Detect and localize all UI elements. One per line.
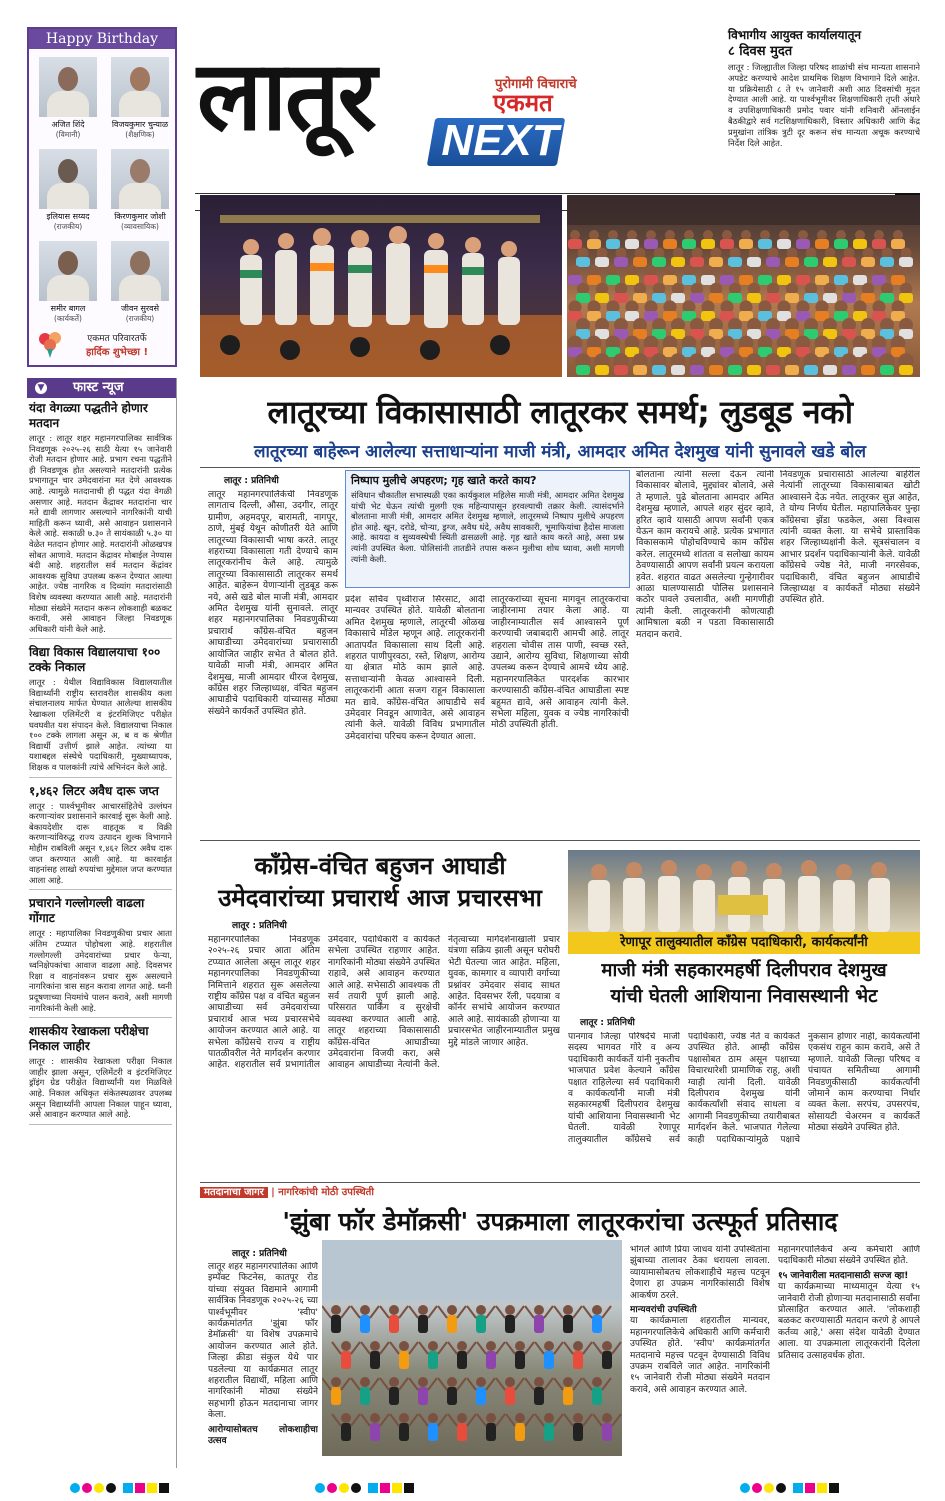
fast-news-item [29,1024,172,1125]
story2-text: महानगरपालिका निवडणूक २०२५-२६ प्रचार आता अंतिम टप्प्यात आलेला असून लातूर शहर महानगरपालिका निवडणुकीच्या निमित्ताने शहरात सुरू असलेल्या राष्ट्रीय काँग्रेस पक्ष व वंचित बहुजन आघाडीच्या सर्व उमेदवारांच्या प्रचारार्थ आज भव्य प्रचारसभेचे आयोजन करण्यात आले आहे. या सभेला काँग्रेसचे राज्य व राष्ट्रीय पातळीवरील नेते मार्गदर्शन करणार आहेत. शहरातील सर्व प्रभागांतील उमेदवार, पदाधिकारी व कार्यकर्ते सभेला उपस्थित राहणार आहेत. नागरिकांनी मोठ्या संख्येने उपस्थित राहावे, असे आवाहन करण्यात आले आहे. सभेसाठी आवश्यक ती सर्व तयारी पूर्ण झाली आहे. परिसरात पार्किंग व सुरक्षेची व्यवस्था करण्यात आली आहे. लातूर शहराच्या विकासासाठी काँग्रेस-वंचित आघाडीच्या उमेदवारांना विजयी करा, असे आवाहन आघाडीच्या नेत्यांनी केले. नेतृत्वाच्या मार्गदर्शनाखाली प्रचार यंत्रणा सक्रिय झाली असून घरोघरी भेटी घेतल्या जात आहेत. महिला, युवक, कामगार व व्यापारी वर्गाच्या प्रश्नांवर उमेदवार संवाद साधत आहेत. दिवसभर रॅली, पदयात्रा व कॉर्नर सभांचे आयोजन करण्यात आले आहे. सायंकाळी होणाऱ्या या प्रचारसभेत जाहीरनाम्यातील प्रमुख मुद्दे मांडले जाणार आहेत. [208,935,560,1071]
story3-text: पानगाव जिल्हा परिषदेचे माजी सदस्य भागवत गोरे व अन्य पदाधिकारी कार्यकर्ते यांनी नुकतीच भाजपात प्रवेश केल्याने काँग्रेस पक्षात राहिलेल्या सर्व पदाधिकारी व कार्यकर्त्यांनी माजी मंत्री सहकारमहर्षी दिलीपराव देशमुख यांची आशियाना निवासस्थानी भेट घेतली. यावेळी रेणापूर तालुक्यातील काँग्रेसचे सर्व पदाधिकारी, ज्येष्ठ नेते व कार्यकर्ते उपस्थित होते. आम्ही काँग्रेस पक्षासोबत ठाम असून पक्षाच्या विचारधारेशी प्रामाणिक राहू, अशी ग्वाही त्यांनी दिली. यावेळी दिलीपराव देशमुख यांनी कार्यकर्त्यांशी संवाद साधला व आगामी निवडणुकीच्या तयारीबाबत मार्गदर्शन केले. भाजपात गेलेल्या काही पदाधिकाऱ्यांमुळे पक्षाचे नुकसान होणार नाही, कार्यकर्त्यांनी एकसंध राहून काम करावे, असे ते म्हणाले. यावेळी जिल्हा परिषद व पंचायत समितीच्या आगामी निवडणुकीसाठी कार्यकर्त्यांनी जोमाने काम करण्याचा निर्धार व्यक्त केला. सरपंच, उपसरपंच, सोसायटी चेअरमन व कार्यकर्ते मोठ्या संख्येने उपस्थित होते. [568,1032,920,1145]
fast-news-list [27,398,176,1125]
story3-byline: लातूर : प्रतिनिधी [580,1018,635,1028]
birthday-person [107,57,173,145]
main-col-4: बोलताना त्यांनी सल्ला देऊन त्यांनी विकासावर बोलावे, मुद्द्यांवर बोलावे, असे ते म्हणाले. पुढे बोलताना आमदार अमित देशमुख म्हणाले, आपले शहर सुंदर व्हावे, हरित व्हावे यासाठी आपण सर्वांनी एकत्र येऊन काम करायचे आहे. प्रत्येक प्रभागात विकासकामे पोहोचविण्याचे काम काँग्रेस करेल. लातूरमध्ये शांतता व सलोखा कायम ठेवण्यासाठी आपण सर्वांनी प्रयत्न करायला हवेत. शहरात वाढत असलेल्या गुन्हेगारीवर आळा घालण्यासाठी पोलिस प्रशासनाने कठोर पावले उचलावीत, अशी मागणीही त्यांनी केली. लातूरकरांनी कोणत्याही आमिषाला बळी न पडता विकासासाठी मतदान करावे. [636,470,774,640]
story4-byline: लातूर : प्रतिनिधी [232,1249,287,1259]
avatar [39,149,97,209]
fast-news-body: लातूर : महापालिका निवडणुकीचा प्रचार आता अंतिम टप्प्यात पोहोचला आहे. शहरातील गल्लोगल्ली उमेदवारांच्या प्रचार फेऱ्या, ध्वनिक्षेपकांचा आवाज वाढला आहे. दिवसभर रिक्षा व वाहनांवरून प्रचार सुरू असल्याने नागरिकांना त्रास सहन करावा लागत आहे. ध्वनी प्रदूषणाच्या नियमांचे पालन करावे, अशी मागणी नागरिकांनी केली आहे. [29,928,172,1013]
main-col-2: प्रदेश सचिव पृथ्वीराज सिरसाट, आदी मान्यवर उपस्थित होते. यावेळी बोलताना अमित देशमुख म्हणाले, लातूरची ओळख विकासाचे मॉडेल म्हणून आहे. लातूरकरांनी आतापर्यंत विकासाला साथ दिली आहे. शहरात पाणीपुरवठा, रस्ते, शिक्षण, आरोग्य या क्षेत्रात मोठे काम झाले आहे. सत्ताधाऱ्यांनी केवळ आश्वासने दिली. लातूरकरांनी आता सजग राहून विकासाला मत द्यावे. काँग्रेस-वंचित आघाडीचे सर्व उमेदवार निवडून आणावेत, असे आवाहन त्यांनी केले. यावेळी विविध प्रभागातील उमेदवारांचा परिचय करून देण्यात आला. [345,595,485,742]
wish-line-1: एकमत परिवारतर्फे [87,333,147,344]
crowd-photo [567,195,920,377]
fast-news-headline: १,४६२ लिटर अवैध दारू जप्त [29,783,159,798]
fast-news-header [27,378,176,398]
story3-body [568,1032,920,1175]
birthday-person-name: किरणकुमार जोशी [114,212,166,221]
story4-col1-sub: आरोग्यासोबतच लोकशाहीचा उत्सव [208,1424,318,1447]
story3-caption: रेणापूर तालुक्यातील काँग्रेस पदाधिकारी, कार्यकर्त्यांनी [568,932,920,954]
story4-col2-text: भोगले आणि प्रिया जाधव यांनी उपस्थितांना झुंबाच्या तालावर ठेका धरायला लावला. व्यायामासोबतच लोकशाहीचे महत्त्व पटवून देणारा हा उपक्रम नागरिकांसाठी विशेष आकर्षण ठरले. [630,1245,770,1301]
fast-news-body: लातूर : शासकीय रेखाकला परीक्षा निकाल जाहीर झाला असून, एलिमेंटरी व इंटरमिजिएट ड्रॉइंग ग्रेड परीक्षेत विद्यार्थ्यांनी यश मिळविले आहे. निकाल अधिकृत संकेतस्थळावर उपलब्ध असून विद्यार्थ्यांनी आपला निकाल पाहून घ्यावा, असे आवाहन करण्यात आले आहे. [29,1056,172,1120]
story2-headline-1: काँग्रेस-वंचित बहुजन आघाडी [254,852,506,880]
birthday-person-role: (कार्यकर्ते) [54,314,82,323]
birthday-grid [29,49,175,329]
fast-news-headline: प्रचाराने गल्लोगल्ली वाढला गोंगाट [29,896,145,926]
color-registration-right [740,1478,841,1492]
masthead-tagline: पुरोगामी विचाराचे [495,77,577,92]
main-col-1: लातूर महानगरपालिकेची निवडणूक लागताच दिल्ली, औसा, उदगीर, लातूर ग्रामीण, अहमदपूर, बारामती, नागपूर, ठाणे, मुंबई येथून कोणीतरी येते आणि लातूरच्या विकासाची भाषा करते. लातूर शहराच्या विकासाला गती देण्याचे काम लातूरकरांनीच केले आहे. त्यामुळे लातूरच्या विकासासाठी लातूरकर समर्थ आहेत. बाहेरून येणाऱ्यांनी लुडबूड करू नये, असे खडे बोल माजी मंत्री, आमदार अमित देशमुख यांनी सुनावले. लातूर शहर महानगरपालिका निवडणुकीच्या प्रचारार्थ काँग्रेस-वंचित बहुजन आघाडीच्या उमेदवारांच्या प्रचारासाठी आयोजित जाहीर सभेत ते बोलत होते. यावेळी माजी मंत्री, आमदार अमित देशमुख, माजी आमदार धीरज देशमुख, काँग्रेस शहर जिल्हाध्यक्ष, वंचित बहुजन आघाडीचे पदाधिकारी यांच्यासह मोठ्या संख्येने कार्यकर्ते उपस्थित होते. [208,490,338,717]
main-col-3: लातूरकरांच्या सूचना मागवून लातूरकरांचा जाहीरनामा तयार केला आहे. या जाहीरनाम्यातील सर्व आश्वासने पूर्ण करण्याची जबाबदारी आमची आहे. लातूर शहराला चोवीस तास पाणी, स्वच्छ रस्ते, उद्याने, आरोग्य सुविधा, शिक्षणाच्या सोयी उपलब्ध करून देण्याचे आमचे ध्येय आहे. महानगरपालिकेत पारदर्शक कारभार करण्यासाठी काँग्रेस-वंचित आघाडीला स्पष्ट बहुमत द्यावे, असे आवाहन त्यांनी केले. सभेला महिला, युवक व ज्येष्ठ नागरिकांची मोठी उपस्थिती होती. [491,595,629,731]
commissioner-heading-2: ८ दिवस मुदत [728,44,793,59]
main-col-5: निवडणूक प्रचारासाठी आलेल्या बाहेरील नेत्यांनी लातूरच्या विकासाबाबत खोटी आश्वासने देऊ नयेत. लातूरकर सुज्ञ आहेत, ते योग्य निर्णय घेतील. महापालिकेवर पुन्हा काँग्रेसचा झेंडा फडकेल, असा विश्वास त्यांनी व्यक्त केला. या सभेचे प्रास्ताविक शहर जिल्हाध्यक्षांनी केले. सूत्रसंचालन व आभार प्रदर्शन पदाधिकाऱ्यांनी केले. यावेळी काँग्रेसचे ज्येष्ठ नेते, माजी नगरसेवक, पदाधिकारी, वंचित बहुजन आघाडीचे जिल्हाध्यक्ष व कार्यकर्ते मोठ्या संख्येने उपस्थित होते. [780,470,920,606]
birthday-person-role: (शैक्षणिक) [125,130,155,139]
birthday-wish [29,329,175,359]
story4-col1-text: लातूर शहर महानगरपालिका आणि इम्पॅक्ट फिटनेस, कातपूर रोड यांच्या संयुक्त विद्यमाने आगामी सार्वत्रिक निवडणूक २०२५-२६ च्या पार्श्वभूमीवर 'स्वीप' कार्यक्रमांतर्गत 'झुंबा फॉर डेमॉक्रसी' या विशेष उपक्रमाचे आयोजन करण्यात आले होते. जिल्हा क्रीडा संकुल येथे पार पडलेल्या या कार्यक्रमात लातूर शहरातील विद्यार्थी, महिला आणि नागरिकांनी मोठ्या संख्येने सहभागी होऊन मतदानाचा जागर केला. [208,1262,318,1421]
rally-stage-photo [200,195,562,377]
wish-line-2: हार्दिक शुभेच्छा ! [85,346,149,358]
fast-news-title: फास्ट न्यूज [73,380,124,395]
birthday-person-name: जीवन सुरवसे [121,304,159,313]
masthead-title: लातूर [197,40,375,152]
birthday-person [35,149,101,237]
birthday-person [107,149,173,237]
story3-headline-2: यांची घेतली आशियाना निवासस्थानी भेट [610,986,878,1007]
fast-news-item [29,784,172,891]
fast-news-body: लातूर : येथील विद्याविकास विद्यालयातील विद्यार्थ्यांनी राष्ट्रीय स्तरावरील शासकीय कला संचालनालय मार्फत घेण्यात आलेल्या शासकीय रेखाकला एलिमेंटरी व इंटरमिजिएट परीक्षेत घवघवीत यश संपादन केले. विद्यालयाचा निकाल १०० टक्के लागला असून अ, ब व क श्रेणीत विद्यार्थी उत्तीर्ण झाले आहेत. त्यांच्या या यशाबद्दल संस्थेचे पदाधिकारी, मुख्याध्यापक, शिक्षक व पालकांनी त्यांचे अभिनंदन केले आहे. [29,677,172,773]
fast-news-headline: यंदा वेगळ्या पद्धतीने होणार मतदान [29,401,148,430]
birthday-person-role: (व्यावसायिक) [121,222,159,231]
story4-col-3 [778,1245,920,1470]
birthday-person [35,241,101,329]
fast-news-column [27,378,177,1468]
arrow-down-icon: ▼ [35,382,47,394]
color-registration-left [70,1478,171,1492]
story4-col2-sub: मान्यवरांची उपस्थिती [630,1305,697,1316]
story4-col-bottom [322,1458,622,1470]
main-subhead: लातूरच्या बाहेरून आलेल्या सत्ताधाऱ्यांना माजी मंत्री, आमदार अमित देशमुख यांनी सुनावले खडे बोल [253,442,867,462]
story4-col3-sub: १५ जानेवारीला मतदानासाठी सज्ज व्हा! [778,1270,909,1281]
main-headline: लातूरच्या विकासासाठी लातूरकर समर्थ; लुडबूड नको [267,393,853,431]
birthday-person-role: (राजकीय) [53,222,83,231]
story4-col2b-text: या कार्यक्रमाला शहरातील मान्यवर, महानगरपालिकेचे अधिकारी आणि कर्मचारी उपस्थित होते. 'स्वीप' कार्यक्रमांतर्गत मतदानाचे महत्त्व पटवून देण्यासाठी विविध उपक्रम राबविले जात आहेत. नागरिकांनी १५ जानेवारी रोजी मोठ्या संख्येने मतदान करावे, असे आवाहन करण्यात आले. [630,1316,770,1395]
commissioner-body: लातूर : जिल्ह्यातील जिल्हा परिषद शाळांची संच मान्यता शासनाने अपडेट करण्याचे आदेश प्राथमिक शिक्षण विभागाने दिले आहेत. या प्रक्रियेसाठी ८ ते १५ जानेवारी अशी आठ दिवसांची मुदत देण्यात आली आहे. या पार्श्वभूमीवर शिक्षणाधिकारी तृप्ती अंधारे व उपशिक्षणाधिकारी प्रमोद पवार यांनी शनिवारी ऑनलाईन बैठकीद्वारे सर्व गटशिक्षणाधिकारी, विस्तार अधिकारी आणि केंद्र प्रमुखांना तांत्रिक त्रुटी दूर करून संच मान्यता अचूक करण्याचे निर्देश दिले आहेत. [728,62,920,148]
masthead [195,26,715,186]
story4-tagbar [200,1186,920,1200]
story2-byline: लातूर : प्रतिनिधी [232,921,287,931]
masthead-next-text: NEXT [441,116,559,165]
birthday-person-name: विजयकुमार चुन्याळ [111,120,169,129]
birthday-box [27,27,177,367]
avatar [111,57,169,117]
fast-news-item [29,896,172,1018]
story3-headline-1: माजी मंत्री सहकारमहर्षी दिलीपराव देशमुख [601,960,887,981]
commissioner-news [728,28,920,188]
story4-tag: मतदानाचा जागर [200,1187,268,1198]
birthday-person [35,57,101,145]
color-registration-mid [315,1478,416,1492]
story4-headline: 'झुंबा फॉर डेमॉक्रसी' उपक्रमाला लातूरकरांचा उत्स्फूर्त प्रतिसाद [282,1207,838,1236]
fast-news-item [29,401,172,639]
meeting-photo [568,850,920,932]
zumba-photo [322,1240,622,1456]
crime-box [345,470,630,588]
birthday-person-name: अजित शिंदे [51,120,85,129]
birthday-person-role: (राजकीय) [125,314,155,323]
story4-col3b-text: या कार्यक्रमाच्या माध्यमातून येत्या १५ जानेवारी रोजी होणाऱ्या मतदानासाठी सर्वांना प्रोत्साहित करण्यात आले. 'लोकशाही बळकट करण्यासाठी मतदान करणे हे आपले कर्तव्य आहे,' असा संदेश यावेळी देण्यात आला. या उपक्रमाला लातूरकरांनी दिलेला प्रतिसाद उत्साहवर्धक होता. [778,1282,920,1361]
crime-box-body: संविधान चौकातील सभास्थळी एका कार्यकुशल महिलेस माजी मंत्री, आमदार अमित देशमुख यांची भेट घेऊन त्यांची मुलगी एक महिन्यापासून हरवल्याची तक्रार केली. त्यासंदर्भाने बोलताना माजी मंत्री, आमदार अमित देशमुख म्हणाले, लातूरमध्ये निष्पाप मुलीचे अपहरण होत आहे. खून, दरोडे, चोऱ्या, ड्रग्ज, अवैध धंदे, अवैध सावकारी, भूमाफियांचा हैदोस माजला आहे. कायदा व सुव्यवस्थेची स्थिती ढासळली आहे. गृह खाते काय करते आहे, असा प्रश्न त्यांनी उपस्थित केला. पोलिसांनी तातडीने तपास करून मुलीचा शोध घ्यावा, अशी मागणी त्यांनी केली. [351,490,624,564]
birthday-person-name: समीर बागल [50,304,86,313]
story2-headline-2: उमेदवारांच्या प्रचारार्थ आज प्रचारसभा [218,884,542,912]
birthday-person-name: इलियास सय्यद [46,212,90,221]
story4-col-1 [208,1262,318,1468]
story4-tag2: नागरिकांची मोठी उपस्थिती [278,1187,374,1198]
fast-news-body: लातूर : पार्श्वभूमीवर आचारसंहितेचे उल्लंघन करणाऱ्यांवर प्रशासनाने कारवाई सुरू केली आहे. बेकायदेशीर दारू वाहतूक व विक्री करणाऱ्यांविरुद्ध राज्य उत्पादन शुल्क विभागाने मोहीम राबविली असून १,४६२ लिटर अवैध दारू जप्त करण्यात आली आहे. या कारवाईत वाहनांसह लाखो रुपयांचा मुद्देमाल जप्त करण्यात आला आहे. [29,800,172,885]
fast-news-headline: शासकीय रेखाकला परीक्षेचा निकाल जाहीर [29,1024,149,1054]
story4-col-2 [630,1245,770,1470]
crime-box-title: निष्पाप मुलीचे अपहरण; गृह खाते करते काय? [351,474,537,487]
fast-news-headline: विद्या विकास विद्यालयाचा १०० टक्के निकाल [29,645,161,675]
flower-bouquet-icon [35,329,65,359]
avatar [39,57,97,117]
birthday-person [107,241,173,329]
masthead-brand: एकमत [493,88,553,117]
avatar [111,241,169,301]
fast-news-item [29,645,172,777]
birthday-person-role: (विमानी) [55,130,81,139]
commissioner-heading-1: विभागीय आयुक्त कार्यालयातून [728,28,862,42]
birthday-title: Happy Birthday [29,29,175,49]
fast-news-body: लातूर : लातूर शहर महानगरपालिका सार्वत्रिक निवडणूक २०२५-२६ साठी येत्या १५ जानेवारी रोजी मतदान होणार आहे. प्रभाग रचना पद्धतीने ही निवडणूक होत असल्याने मतदारांनी प्रत्येक प्रभागातून चार उमेदवारांना मत देणे आवश्यक आहे. त्यामुळे मतदानाची ही पद्धत यंदा वेगळी असणार आहे. मतदान केंद्रावर मतदारांना चार मते द्यावी लागणार असल्याने नागरिकांनी याची माहिती करून घ्यावी, असे आवाहन प्रशासनाने केले आहे. सकाळी ७.३० ते सायंकाळी ५.३० या वेळेत मतदान होणार आहे. मतदारांनी ओळखपत्र सोबत आणावे. मतदान केंद्रावर मोबाईल नेण्यास बंदी आहे. शहरातील सर्व मतदान केंद्रांवर आवश्यक सुविधा उपलब्ध करून देण्यात आल्या आहेत. ज्येष्ठ नागरिक व दिव्यांग मतदारांसाठी विशेष व्यवस्था करण्यात आली आहे. मतदारांनी मोठ्या संख्येने मतदान करून लोकशाही बळकट करावी, असे आवाहन जिल्हा निवडणूक अधिकारी यांनी केले आहे. [29,433,172,634]
story4-tag-sep: | [271,1187,279,1198]
story2-body [208,935,560,1175]
story4-col3-text: महानगरपालिकेचे अन्य कर्मचारी आणि पदाधिकारी मोठ्या संख्येने उपस्थित होते. [778,1245,920,1267]
main-byline: लातूर : प्रतिनिधी [224,476,279,486]
avatar [111,149,169,209]
avatar [39,241,97,301]
